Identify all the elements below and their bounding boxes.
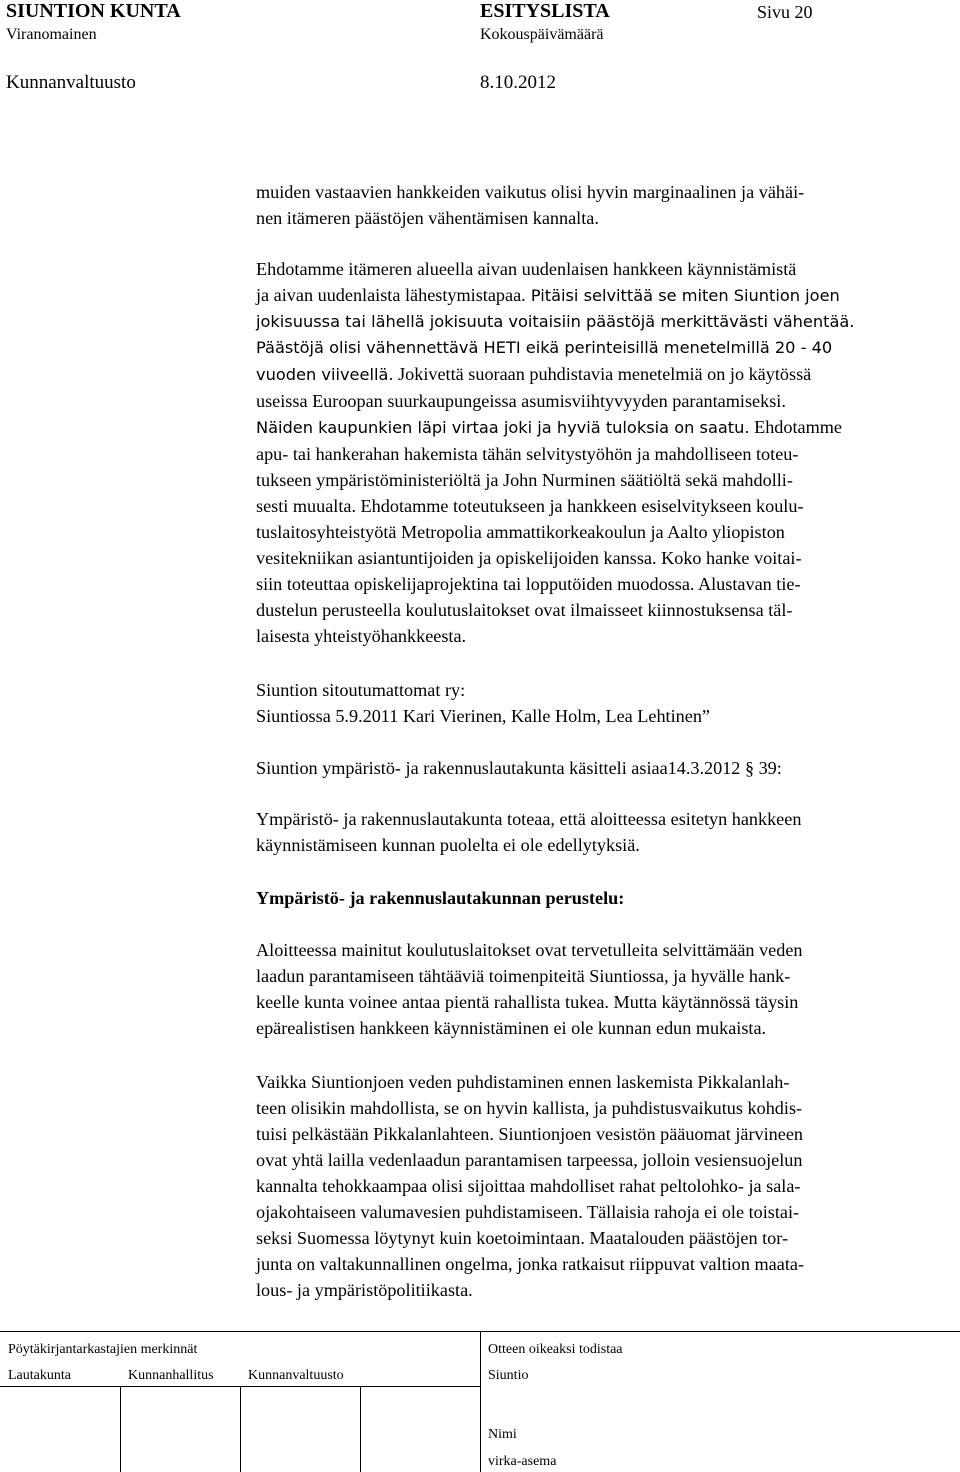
org-name: SIUNTION KUNTA	[6, 0, 181, 22]
text-line: epärealistisen hankkeen käynnistäminen ei ole kunnan edun mukaista.	[256, 1018, 767, 1038]
reasoning-heading	[256, 885, 946, 911]
text-line: Päästöjä olisi vähennettävä HETI eikä perinteisillä menetelmillä 20 - 40	[256, 338, 833, 357]
divider	[480, 1332, 481, 1472]
text-line: Siuntion sitoutumattomat ry:	[256, 680, 466, 700]
text-line: seksi Suomessa löytynyt kuin koetoimintaan. Maatalouden päästöjen tor-	[256, 1228, 789, 1248]
text-line: nen itämeren päästöjen vähentämisen kannalta.	[256, 208, 599, 228]
text-segment: Näiden kaupunkien läpi virtaa joki ja hyviä tuloksia on saatu.	[256, 418, 750, 437]
text-segment: vuoden viiveellä.	[256, 365, 394, 384]
text-segment: Jokivettä suoraan puhdistavia menetelmiä on jo käytössä	[393, 364, 812, 384]
reasoning-paragraph-2	[256, 1069, 946, 1303]
text-line: tukseen ympäristöministeriöltä ja John Nurminen säätiöltä sekä mahdolli-	[256, 470, 793, 490]
text-line: teen olisikin mahdollista, se on hyvin kallista, ja puhdistusvaikutus kohdis-	[256, 1098, 803, 1118]
text-line: Ehdotamme itämeren alueella aivan uudenlaisen hankkeen käynnistämistä	[256, 259, 797, 279]
text-segment: ja aivan uudenlaista lähestymistapaa.	[256, 285, 526, 305]
text-line: Siuntiossa 5.9.2011 Kari Vierinen, Kalle Holm, Lea Lehtinen”	[256, 706, 710, 726]
board-kunnanhallitus: Kunnanhallitus	[128, 1368, 214, 1383]
text-line: Ympäristö- ja rakennuslautakunta toteaa, että aloitteessa esitetyn hankkeen	[256, 809, 802, 829]
text-segment: Pitäisi selvittää se miten Siuntion joen	[525, 286, 840, 305]
text-line: Ympäristö- ja rakennuslautakunnan perustelu:	[256, 888, 625, 908]
name-label: Nimi	[488, 1427, 517, 1442]
text-line: kannalta tehokkaampaa olisi sijoittaa mahdolliset rahat peltolohko- ja sala-	[256, 1176, 801, 1196]
text-line: tuisi pelkästään Pikkalanlahteen. Siuntionjoen vesistön pääuomat järvineen	[256, 1124, 804, 1144]
footer-table	[0, 1331, 960, 1472]
text-line: useissa Euroopan suurkaupungeissa asumisviihtyvyyden parantamiseksi.	[256, 391, 786, 411]
recorders-label: Pöytäkirjantarkastajien merkinnät	[8, 1342, 198, 1357]
text-line: dustelun perusteella koulutuslaitokset ovat ilmaisseet kiinnostuksensa täl-	[256, 600, 793, 620]
doc-type: ESITYSLISTA	[480, 0, 610, 22]
text-line: sesti muualta. Ehdotamme toteutukseen ja hankkeen esiselvitykseen koulu-	[256, 496, 804, 516]
place-label: Siuntio	[488, 1368, 529, 1383]
divider	[240, 1386, 241, 1472]
text-line: jokisuussa tai lähellä jokisuuta voitaisiin päästöjä merkittävästi vähentää.	[256, 312, 855, 331]
text-line: tuslaitosyhteistyötä Metropolia ammattikorkeakoulun ja Aalto yliopiston	[256, 522, 785, 542]
text-line: ovat yhtä lailla vedenlaadun parantamisen tarpeessa, jolloin vesiensuojelun	[256, 1150, 803, 1170]
text-segment: Ehdotamme	[749, 417, 842, 437]
text-line: apu- tai hankerahan hakemista tähän selvitystyöhön ja mahdolliseen toteu-	[256, 444, 799, 464]
text-line: siin toteuttaa opiskelijaprojektina tai lopputöiden muodossa. Alustavan tie-	[256, 574, 801, 594]
text-line: junta on valtakunnallinen ongelma, jonka ratkaisut riippuvat valtion maata-	[256, 1254, 804, 1274]
text-line	[256, 282, 946, 309]
meeting-date-label: Kokouspäivämäärä	[480, 26, 604, 43]
text-line	[256, 361, 946, 388]
board-lautakunta: Lautakunta	[8, 1368, 71, 1383]
handled-note	[256, 755, 946, 781]
paragraph-1	[256, 179, 946, 231]
board-kunnanvaltuusto: Kunnanvaltuusto	[248, 1368, 344, 1383]
text-line: lous- ja ympäristöpolitiikasta.	[256, 1280, 473, 1300]
signature-block	[256, 677, 946, 729]
divider	[120, 1386, 121, 1472]
text-line: vesitekniikan asiantuntijoiden ja opiskelijoiden kanssa. Koko hanke voitai-	[256, 548, 802, 568]
text-line: käynnistämiseen kunnan puolelta ei ole edellytyksiä.	[256, 835, 640, 855]
governing-body: Kunnanvaltuusto	[6, 72, 136, 93]
text-line: Vaikka Siuntionjoen veden puhdistaminen ennen laskemista Pikkalanlah-	[256, 1072, 790, 1092]
meeting-date: 8.10.2012	[480, 72, 556, 93]
paragraph-2	[256, 256, 946, 649]
text-line: ojakohtaiseen valumavesien puhdistamiseen. Tällaisia rahoja ei ole toistai-	[256, 1202, 800, 1222]
text-line	[256, 414, 946, 441]
text-line: muiden vastaavien hankkeiden vaikutus olisi hyvin marginaalinen ja vähäi-	[256, 182, 805, 202]
text-line: Siuntion ympäristö- ja rakennuslautakunta käsitteli asiaa14.3.2012 § 39:	[256, 758, 782, 778]
reasoning-paragraph-1	[256, 937, 946, 1041]
page-number: Sivu 20	[757, 2, 813, 22]
certified-label: Otteen oikeaksi todistaa	[488, 1342, 623, 1357]
text-line: laadun parantamiseen tähtääviä toimenpiteitä Siuntiossa, ja hyvälle hank-	[256, 966, 791, 986]
title-label: virka-asema	[488, 1454, 557, 1469]
divider	[360, 1386, 361, 1472]
text-line: Aloitteessa mainitut koulutuslaitokset ovat tervetulleita selvittämään veden	[256, 940, 803, 960]
decision-paragraph	[256, 806, 946, 858]
text-line: keelle kunta voinee antaa pientä rahallista tukea. Mutta käytännössä täysin	[256, 992, 799, 1012]
text-line: laisesta yhteistyöhankkeesta.	[256, 626, 467, 646]
authority-label: Viranomainen	[6, 26, 97, 43]
